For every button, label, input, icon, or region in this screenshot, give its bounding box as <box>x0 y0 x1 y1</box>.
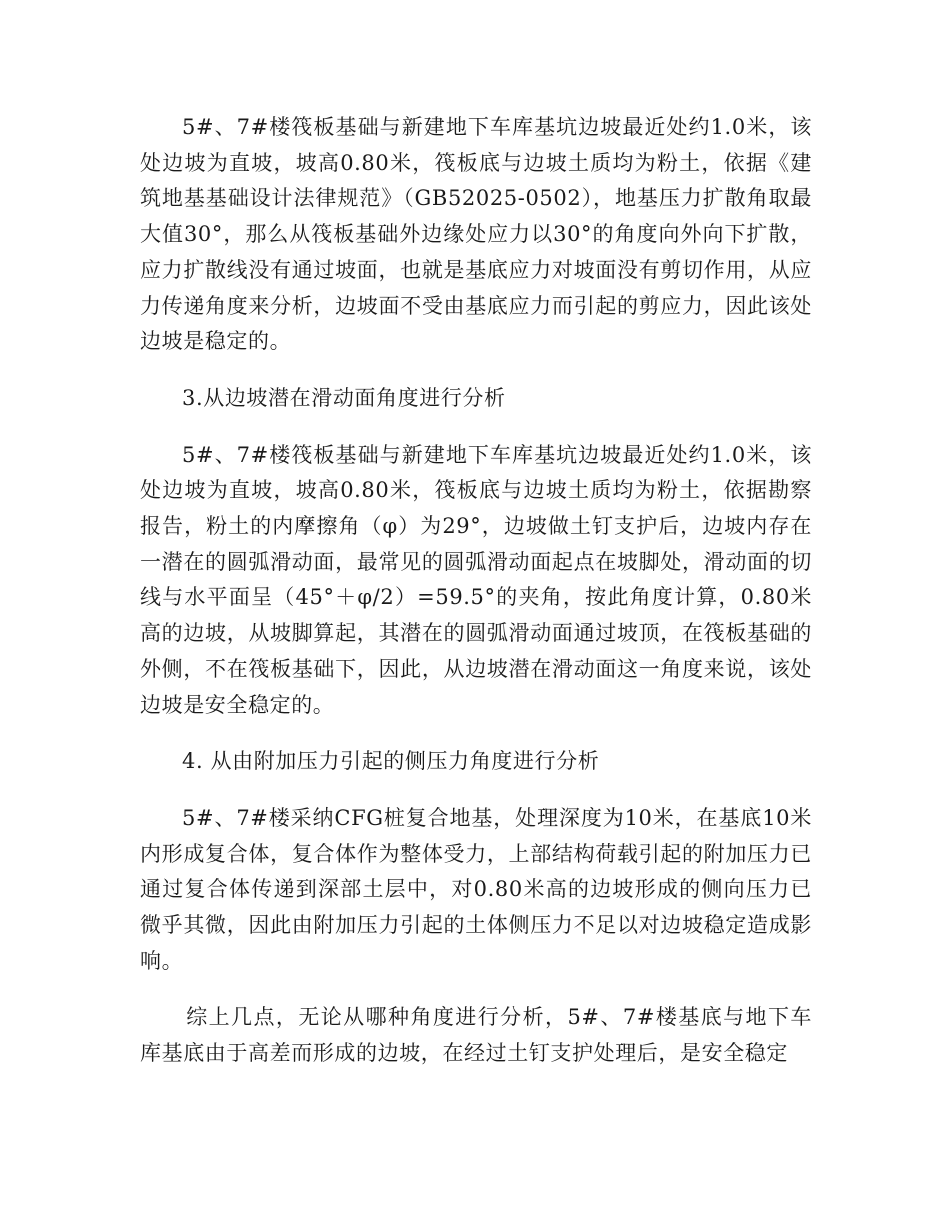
document-body <box>140 110 812 1072</box>
section-heading-3: 3.从边坡潜在滑动面角度进行分析 <box>182 385 506 410</box>
paragraph-sliding-surface: 5#、7#楼筏板基础与新建地下车库基坑边坡最近处约1.0米，该处边坡为直坡，坡高0.80米，筏板底与边坡土质均为粉土，依据勘察报告，粉土的内摩擦角（φ）为29°，边坡做土钉支护后，边坡内存在一潜在的圆弧滑动面，最常见的圆弧滑动面起点在坡脚处，滑动面的切线与水平面呈（45°＋φ/2）=59.5°的夹角，按此角度计算，0.80米高的边坡，从坡脚算起，其潜在的圆弧滑动面通过坡顶，在筏板基础的外侧，不在筏板基础下，因此，从边坡潜在滑动面这一角度来说，该处边坡是安全稳定的。 <box>140 442 812 717</box>
paragraph-stress-diffusion: 5#、7#楼筏板基础与新建地下车库基坑边坡最近处约1.0米，该处边坡为直坡，坡高0.80米，筏板底与边坡土质均为粉土，依据《建筑地基基础设计法律规范》（GB52025-0502），地基压力扩散角取最大值30°，那么从筏板基础外边缘处应力以30°的角度向外向下扩散，应力扩散线没有通过坡面，也就是基底应力对坡面没有剪切作用，从应力传递角度来分析，边坡面不受由基底应力而引起的剪应力，因此该处边坡是稳定的。 <box>140 115 812 354</box>
paragraph-conclusion: 综上几点，无论从哪种角度进行分析，5#、7#楼基底与地下车库基底由于高差而形成的边坡，在经过土钉支护处理后，是安全稳定 <box>140 1005 812 1066</box>
paragraph-lateral-pressure: 5#、7#楼采纳CFG桩复合地基，处理深度为10米，在基底10米内形成复合体，复合体作为整体受力，上部结构荷载引起的附加压力已通过复合体传递到深部土层中，对0.80米高的边坡形成的侧向压力已微乎其微，因此由附加压力引起的土体侧压力不足以对边坡稳定造成影响。 <box>140 805 812 973</box>
section-heading-4: 4. 从由附加压力引起的侧压力角度进行分析 <box>182 749 600 774</box>
